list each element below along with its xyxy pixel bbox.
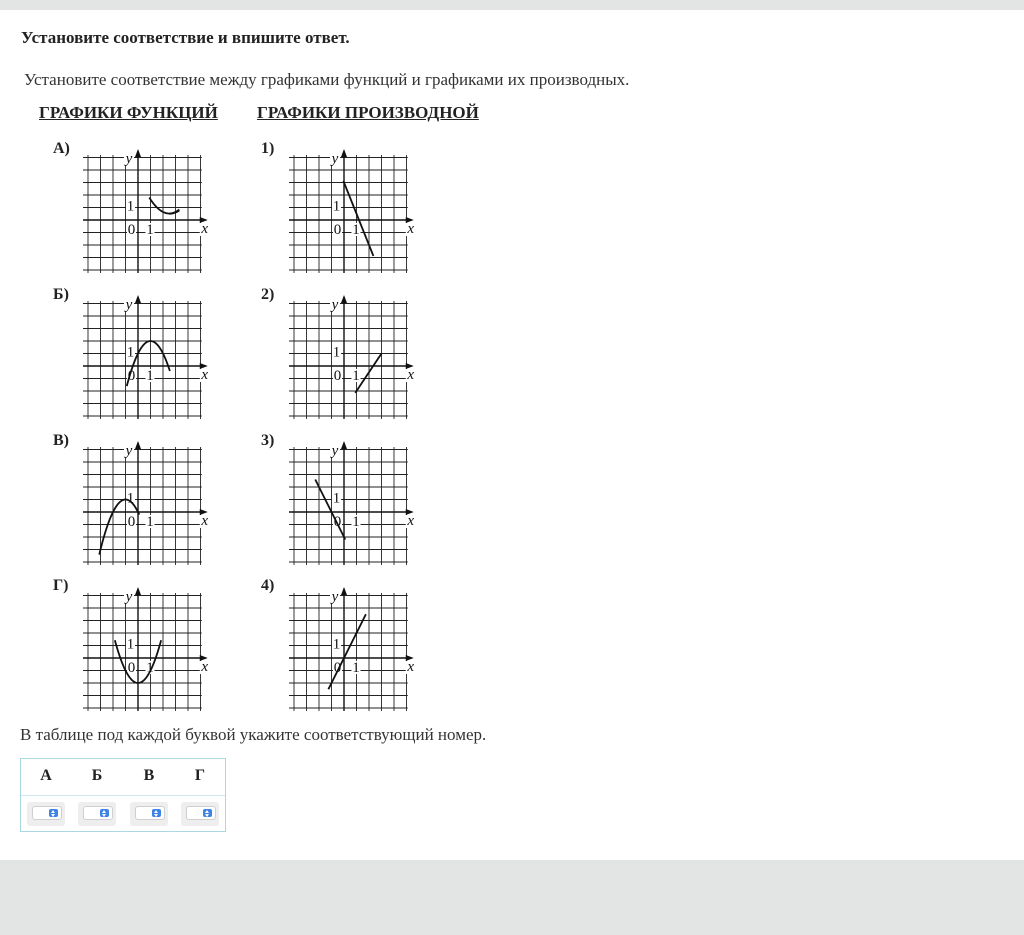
origin-label: 0 [333, 514, 342, 530]
x-axis-label: x [407, 221, 415, 237]
task-instruction: Установите соответствие и впишите ответ. [21, 28, 350, 47]
function-curve-a-tail [169, 211, 179, 214]
answer-select-v[interactable] [130, 802, 168, 826]
derivative-label-3: 3) [261, 432, 275, 449]
select-arrows-icon [49, 809, 58, 817]
task-question: Установите соответствие между графиками функций и графиками их производных. [24, 70, 630, 89]
origin-label: 0 [333, 368, 342, 384]
y-axis-label: y [125, 443, 133, 459]
function-graph-v [80, 430, 220, 565]
select-box[interactable] [186, 806, 216, 820]
select-arrows-icon [152, 809, 161, 817]
x-axis-label: x [407, 367, 415, 383]
select-box[interactable] [135, 806, 165, 820]
function-graph-a [80, 138, 220, 273]
x-unit-label: 1 [146, 660, 154, 676]
x-unit-label: 1 [352, 514, 360, 530]
select-arrows-icon [100, 809, 109, 817]
x-unit-label: 1 [146, 514, 154, 530]
y-arrow-icon [341, 587, 347, 595]
y-arrow-icon [135, 587, 141, 595]
function-graph-b [80, 284, 220, 419]
answer-select-g[interactable] [181, 802, 219, 826]
x-axis-label: x [201, 221, 209, 237]
answer-table [20, 758, 226, 832]
y-unit-label: 1 [126, 636, 135, 653]
y-axis-label: y [331, 443, 339, 459]
y-arrow-icon [341, 149, 347, 157]
derivative-graph-4 [286, 576, 426, 711]
y-arrow-icon [341, 295, 347, 303]
y-unit-label: 1 [126, 198, 135, 215]
answer-select-a[interactable] [27, 802, 65, 826]
x-unit-label: 1 [352, 660, 360, 676]
origin-label: 0 [127, 660, 136, 676]
answer-header-g: Г [194, 767, 206, 784]
y-axis-label: y [331, 589, 339, 605]
x-axis-label: x [407, 513, 415, 529]
y-unit-label: 1 [332, 636, 341, 653]
x-axis-label: x [201, 367, 209, 383]
derivative-label-4: 4) [261, 577, 275, 594]
function-curve-a [149, 198, 179, 214]
origin-label: 0 [127, 514, 136, 530]
y-arrow-icon [135, 149, 141, 157]
function-graph-g [80, 576, 220, 711]
grid [289, 301, 408, 419]
answer-select-b[interactable] [78, 802, 116, 826]
derivative-line-3 [315, 480, 345, 540]
origin-label: 0 [127, 222, 136, 238]
answer-prompt: В таблице под каждой буквой укажите соответствующий номер. [20, 725, 487, 744]
y-axis-label: y [331, 151, 339, 167]
x-axis-label: x [407, 659, 415, 675]
functions-header: ГРАФИКИ ФУНКЦИЙ [39, 103, 218, 122]
function-label-b: Б) [53, 286, 69, 303]
function-label-a: А) [53, 140, 70, 157]
y-unit-label: 1 [126, 344, 135, 361]
derivative-graph-1 [286, 138, 426, 273]
grid [83, 155, 202, 273]
x-unit-label: 1 [146, 368, 154, 384]
x-unit-label: 1 [146, 222, 154, 238]
derivative-label-2: 2) [261, 286, 275, 303]
x-unit-label: 1 [352, 222, 360, 238]
derivatives-header: ГРАФИКИ ПРОИЗВОДНОЙ [257, 103, 479, 122]
select-arrows-icon [203, 809, 212, 817]
derivative-graph-3 [286, 430, 426, 565]
answer-table-header-row [21, 759, 225, 796]
x-axis-label: x [201, 513, 209, 529]
grid [83, 301, 202, 419]
answer-header-a: А [40, 767, 52, 784]
origin-label: 0 [127, 368, 136, 384]
x-axis-label: x [201, 659, 209, 675]
answer-header-b: Б [91, 767, 103, 784]
y-unit-label: 1 [332, 490, 341, 507]
select-box[interactable] [32, 806, 62, 820]
x-unit-label: 1 [352, 368, 360, 384]
y-arrow-icon [341, 441, 347, 449]
grid [83, 593, 202, 711]
origin-label: 0 [333, 222, 342, 238]
y-axis-label: y [331, 297, 339, 313]
y-unit-label: 1 [332, 198, 341, 215]
derivative-label-1: 1) [261, 140, 275, 157]
y-arrow-icon [135, 441, 141, 449]
grid [289, 447, 408, 565]
grid [289, 155, 408, 273]
y-unit-label: 1 [126, 490, 135, 507]
y-arrow-icon [135, 295, 141, 303]
y-axis-label: y [125, 297, 133, 313]
y-axis-label: y [125, 151, 133, 167]
y-unit-label: 1 [332, 344, 341, 361]
grid [289, 593, 408, 711]
y-axis-label: y [125, 589, 133, 605]
select-box[interactable] [83, 806, 113, 820]
function-label-v: В) [53, 432, 69, 449]
answer-header-v: В [143, 767, 155, 784]
derivative-graph-2 [286, 284, 426, 419]
function-label-g: Г) [53, 577, 69, 594]
origin-label: 0 [333, 660, 342, 676]
